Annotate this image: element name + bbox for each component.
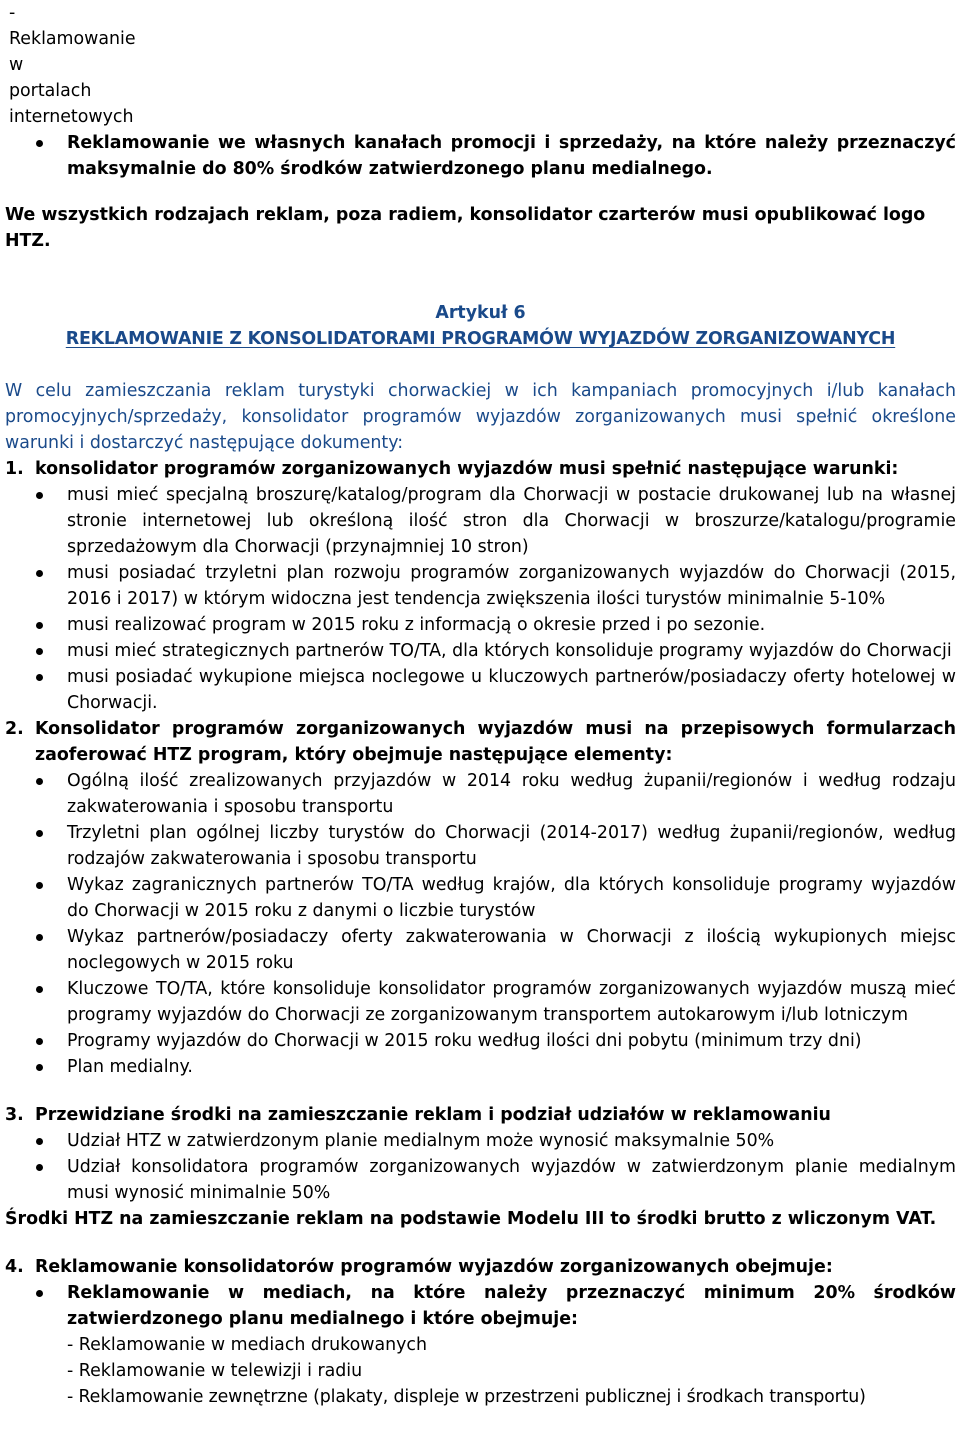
- list-item: [5, 638, 956, 664]
- list-item-text: musi mieć strategicznych partnerów TO/TA, dla których konsoliduje programy wyjazdów do Chorwacji: [67, 641, 952, 661]
- list-item: [5, 664, 956, 716]
- list-item-text: Wykaz zagranicznych partnerów TO/TA według krajów, dla których konsoliduje programy wyjazdów do Chorwacji w 2015 roku z danymi o liczbie turystów: [67, 875, 956, 921]
- list-item: [5, 1154, 956, 1206]
- section-number: 2.: [5, 719, 24, 739]
- bullet-icon: [5, 1128, 67, 1154]
- bullet-icon: [5, 820, 67, 846]
- bullet-icon: [5, 1054, 67, 1080]
- bullet-icon: [5, 872, 67, 898]
- dash-item: - Reklamowanie zewnętrzne (plakaty, displeje w przestrzeni publicznej i środkach transportu): [67, 1387, 866, 1407]
- list-item: [5, 872, 956, 924]
- list-item-text: Wykaz partnerów/posiadaczy oferty zakwaterowania w Chorwacji z ilością wykupionych miejsc noclegowych w 2015 roku: [67, 927, 956, 973]
- section-2-heading: [5, 716, 956, 768]
- section-title: Konsolidator programów zorganizowanych wyjazdów musi na przepisowych formularzach zaoferować HTZ program, który obejmuje następujące elementy:: [35, 719, 956, 765]
- list-item: [5, 976, 956, 1028]
- list-item: [5, 1054, 956, 1080]
- list-item-text: Ogólną ilość zrealizowanych przyjazdów w 2014 roku według żupanii/regionów i według rodzaju zakwaterowania i sposobu transportu: [67, 771, 956, 817]
- bullet-icon: [5, 924, 67, 950]
- list-item-text: Kluczowe TO/TA, które konsoliduje konsolidator programów zorganizowanych wyjazdów muszą mieć programy wyjazdów do Chorwacji ze zorganizowanym transportem autokarowym i/lub lotniczym: [67, 979, 956, 1025]
- list-item: [5, 1028, 956, 1054]
- list-item: [5, 482, 956, 560]
- dash-item: - Reklamowanie w mediach drukowanych: [67, 1335, 428, 1355]
- bullet-icon: [5, 130, 67, 156]
- dash-item: - Reklamowanie w telewizji i radiu: [67, 1361, 363, 1381]
- section-1-heading: [5, 456, 956, 482]
- section-1-list: [5, 482, 956, 716]
- dash-item: [5, 0, 956, 130]
- bullet-item: [5, 130, 956, 182]
- section-number: 1.: [5, 459, 24, 479]
- list-item-text: Programy wyjazdów do Chorwacji w 2015 roku według ilości dni pobytu (minimum trzy dni): [67, 1031, 862, 1051]
- list-item: [5, 768, 956, 820]
- list-item: [5, 560, 956, 612]
- list-item: [5, 612, 956, 638]
- article-intro: W celu zamieszczania reklam turystyki chorwackiej w ich kampaniach promocyjnych i/lub kanałach promocyjnych/sprzedaży, konsolidator programów wyjazdów zorganizowanych musi spełnić określone warunki i dostarczyć następujące dokumenty:: [5, 381, 956, 453]
- bullet-icon: [5, 1028, 67, 1054]
- list-item-text: Trzyletni plan ogólnej liczby turystów do Chorwacji (2014-2017) według żupanii/regionów, według rodzajów zakwaterowania i sposobu transportu: [67, 823, 956, 869]
- list-item: [5, 820, 956, 872]
- article-heading: REKLAMOWANIE Z KONSOLIDATORAMI PROGRAMÓW WYJAZDÓW ZORGANIZOWANYCH: [65, 329, 896, 349]
- article-number: Artykuł 6: [435, 303, 526, 323]
- section-title: konsolidator programów zorganizowanych wyjazdów musi spełnić następujące warunki:: [35, 459, 899, 479]
- bullet-icon: [5, 638, 67, 664]
- bullet-icon: [5, 664, 67, 690]
- section-4-heading: [5, 1254, 956, 1280]
- section-3-note: Środki HTZ na zamieszczanie reklam na podstawie Modelu III to środki brutto z wliczonym VAT.: [5, 1209, 937, 1229]
- list-item: [5, 924, 956, 976]
- list-item-text: Udział konsolidatora programów zorganizowanych wyjazdów w zatwierdzonym planie medialnym musi wynosić minimalnie 50%: [67, 1157, 956, 1203]
- section-number: 4.: [5, 1257, 24, 1277]
- section-title: Przewidziane środki na zamieszczanie reklam i podział udziałów w reklamowaniu: [35, 1105, 831, 1125]
- dash-text: - Reklamowanie w portalach internetowych: [9, 3, 136, 127]
- section-3-list: [5, 1128, 956, 1206]
- section-4-dash-list: [5, 1332, 956, 1410]
- section-number: 3.: [5, 1105, 24, 1125]
- logo-note: We wszystkich rodzajach reklam, poza radiem, konsolidator czarterów musi opublikować logo HTZ.: [5, 205, 926, 251]
- section-3-heading: [5, 1102, 956, 1128]
- list-item-text: Udział HTZ w zatwierdzonym planie medialnym może wynosić maksymalnie 50%: [67, 1131, 775, 1151]
- bullet-icon: [5, 1280, 67, 1306]
- list-item-text: musi mieć specjalną broszurę/katalog/program dla Chorwacji w postacie drukowanej lub na własnej stronie internetowej lub określoną ilość stron dla Chorwacji w broszurze/katalogu/programie sprzedażowym dla Chorwacji (przynajmniej 10 stron): [67, 485, 956, 557]
- bullet-icon: [5, 612, 67, 638]
- section-title: Reklamowanie konsolidatorów programów wyjazdów zorganizowanych obejmuje:: [35, 1257, 833, 1277]
- bullet-icon: [5, 1154, 67, 1180]
- bullet-icon: [5, 976, 67, 1002]
- bullet-text: Reklamowanie w mediach, na które należy przeznaczyć minimum 20% środków zatwierdzonego planu medialnego i które obejmuje:: [67, 1283, 956, 1329]
- list-item-text: musi realizować program w 2015 roku z informacją o okresie przed i po sezonie.: [67, 615, 766, 635]
- section-2-list: [5, 768, 956, 1080]
- list-item: [5, 1128, 956, 1154]
- bullet-icon: [5, 768, 67, 794]
- list-item-text: musi posiadać trzyletni plan rozwoju programów zorganizowanych wyjazdów do Chorwacji (2015, 2016 i 2017) w którym widoczna jest tendencja zwiększenia ilości turystów minimalnie 5-10%: [67, 563, 956, 609]
- list-item-text: musi posiadać wykupione miejsca noclegowe u kluczowych partnerów/posiadaczy oferty hotelowej w Chorwacji.: [67, 667, 956, 713]
- bullet-item: [5, 1280, 956, 1332]
- list-item-text: Plan medialny.: [67, 1057, 193, 1077]
- bullet-icon: [5, 560, 67, 586]
- bullet-text: Reklamowanie we własnych kanałach promocji i sprzedaży, na które należy przeznaczyć maksymalnie do 80% środków zatwierdzonego planu medialnego.: [67, 133, 956, 179]
- bullet-icon: [5, 482, 67, 508]
